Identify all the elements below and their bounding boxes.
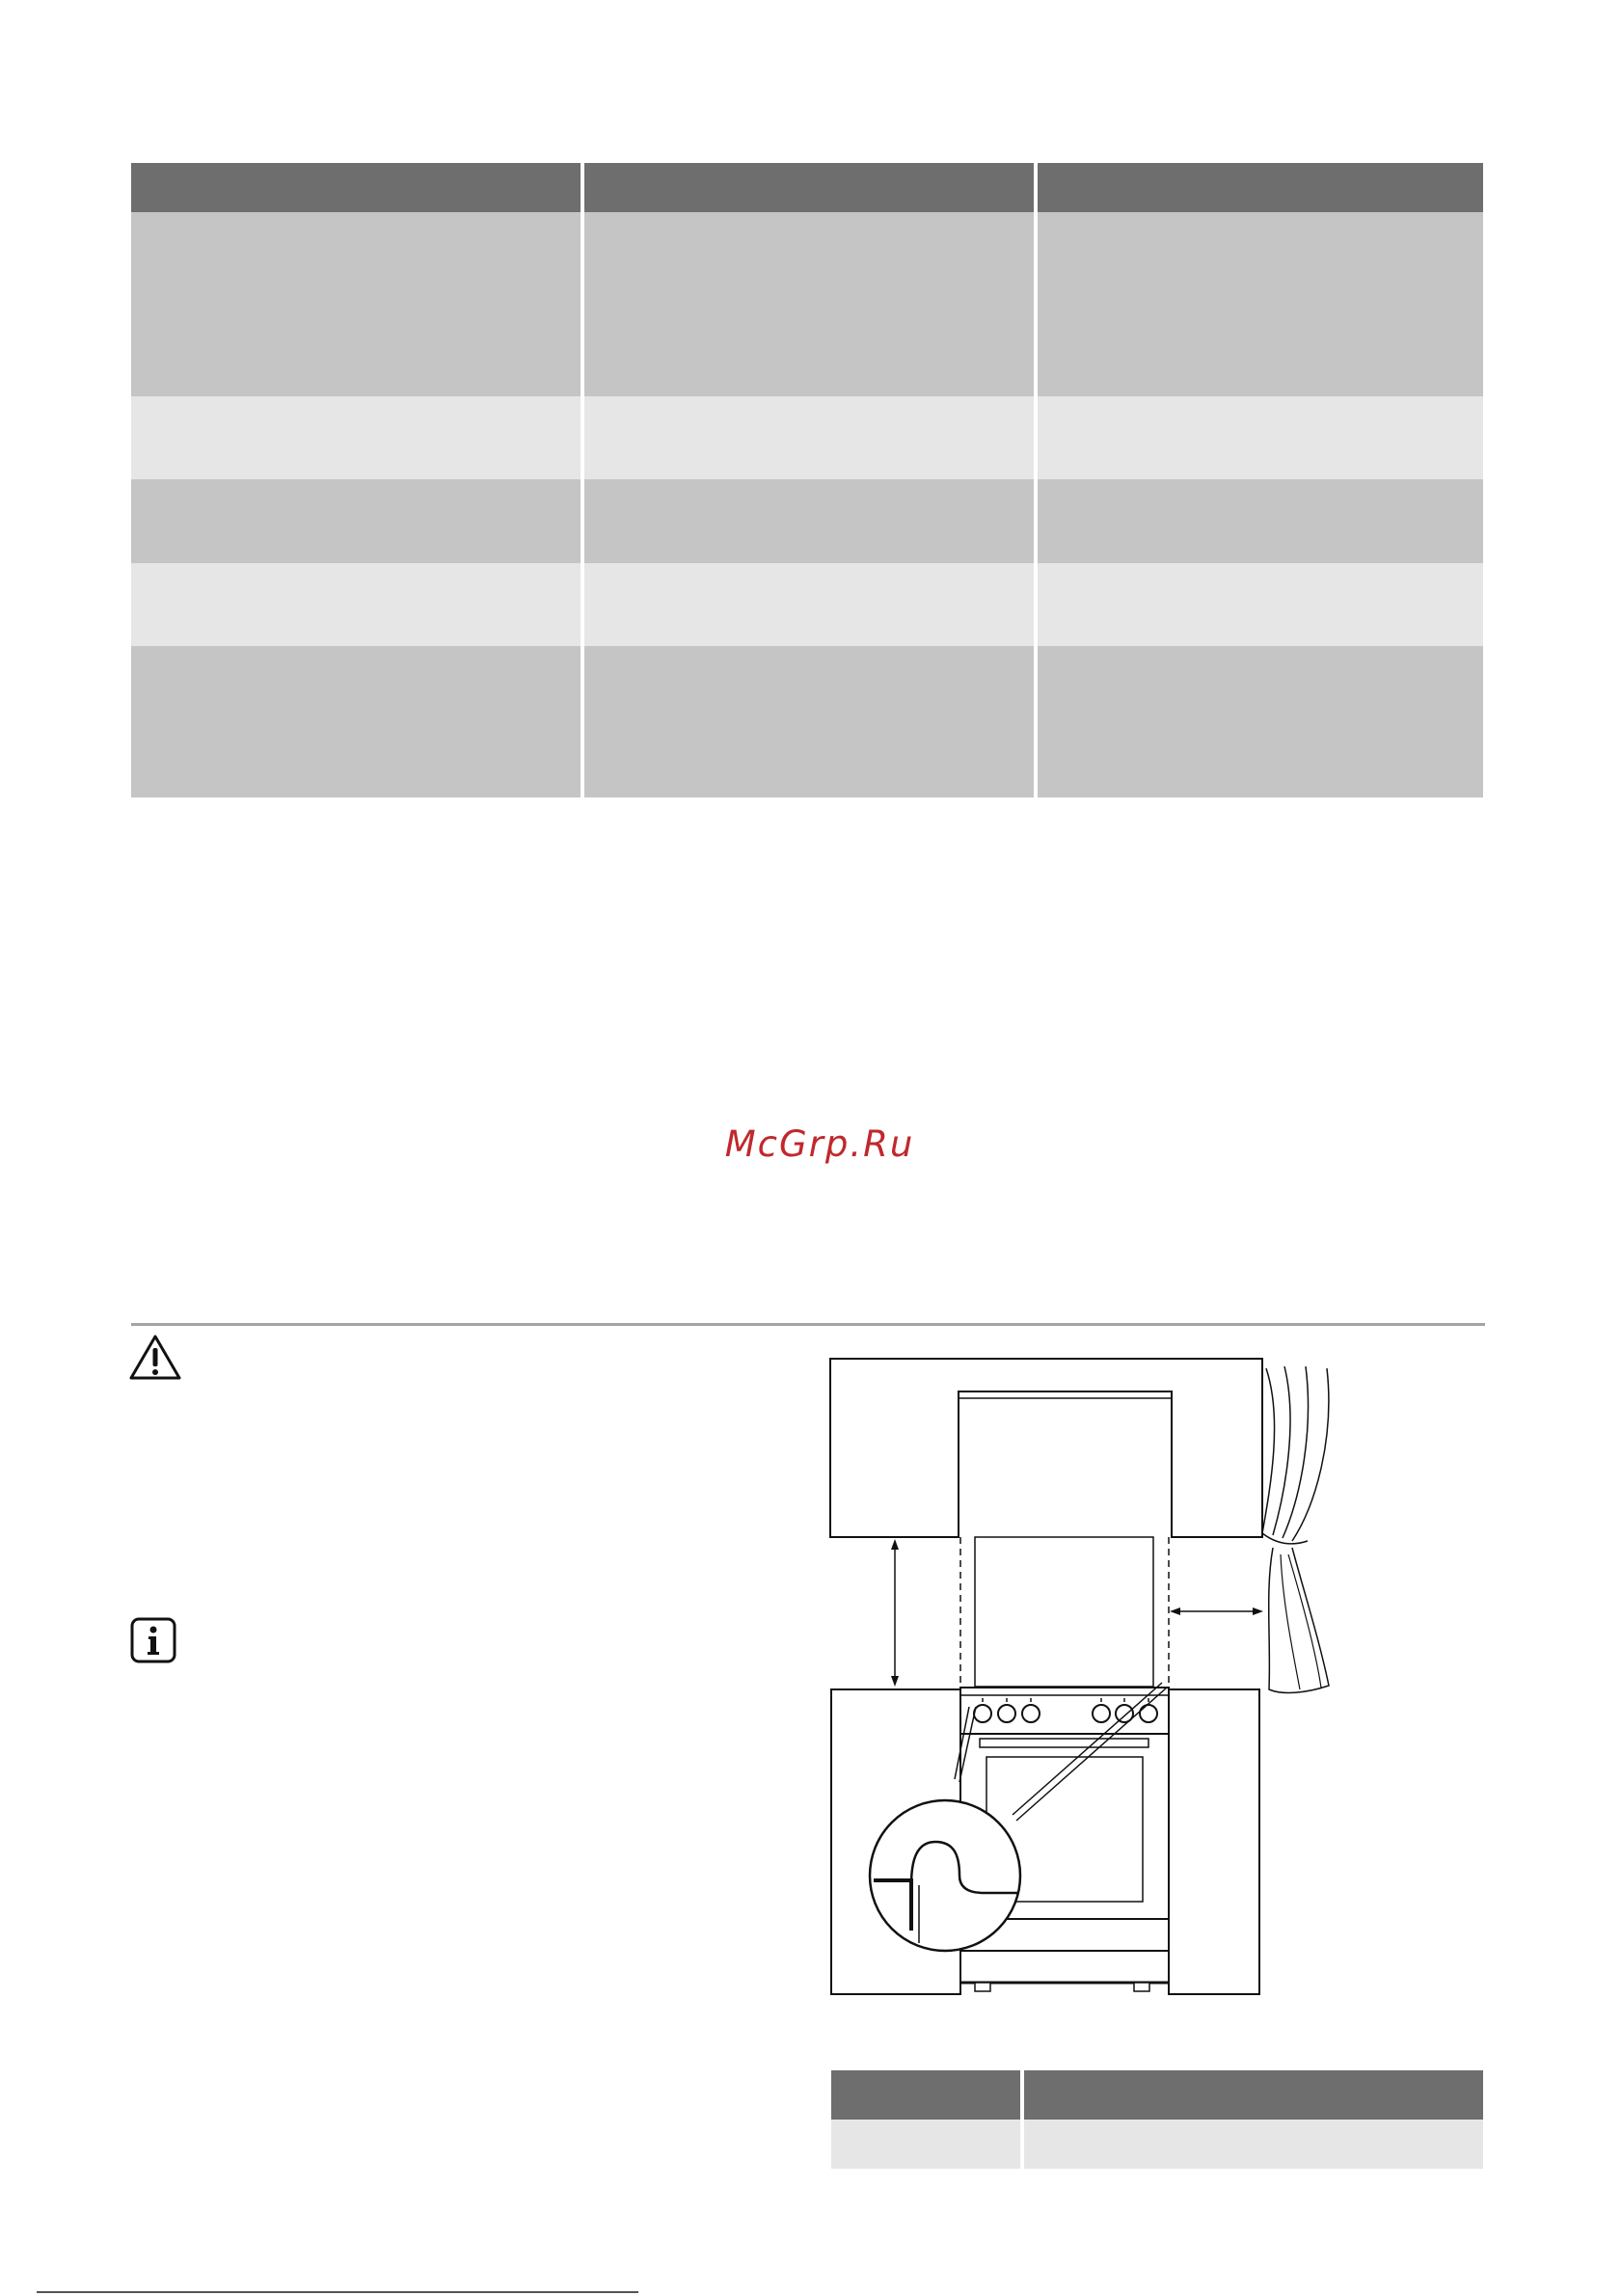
table-row [131, 563, 1483, 646]
table-cell [1038, 212, 1483, 396]
table-cell [1038, 563, 1483, 646]
table-cell [1038, 646, 1483, 797]
warning-triangle-icon [128, 1334, 182, 1382]
table-row [131, 212, 1483, 396]
table-cell [584, 646, 1034, 797]
header-cell-2 [584, 163, 1034, 212]
table-cell [1038, 479, 1483, 563]
table-cell [831, 2120, 1020, 2169]
table-row [131, 646, 1483, 797]
table-cell [584, 479, 1034, 563]
section-divider [131, 1323, 1485, 1326]
installation-clearance-diagram [824, 1355, 1345, 2006]
small-header-cell-1 [831, 2070, 1020, 2120]
table-cell [584, 396, 1034, 479]
table-cell [131, 396, 581, 479]
table-cell [131, 563, 581, 646]
header-cell-3 [1038, 163, 1483, 212]
table-cell [584, 563, 1034, 646]
table-header-row [131, 163, 1483, 212]
small-header-cell-2 [1024, 2070, 1483, 2120]
table-cell [584, 212, 1034, 396]
header-cell-1 [131, 163, 581, 212]
table-cell [131, 646, 581, 797]
table-cell [1038, 396, 1483, 479]
table-row [131, 396, 1483, 479]
watermark: McGrp.Ru [724, 1123, 915, 1165]
table-cell [131, 479, 581, 563]
table-row [131, 479, 1483, 563]
info-icon [130, 1617, 176, 1663]
footer-rule [37, 2291, 638, 2293]
table-cell [1024, 2120, 1483, 2169]
table-cell [131, 212, 581, 396]
